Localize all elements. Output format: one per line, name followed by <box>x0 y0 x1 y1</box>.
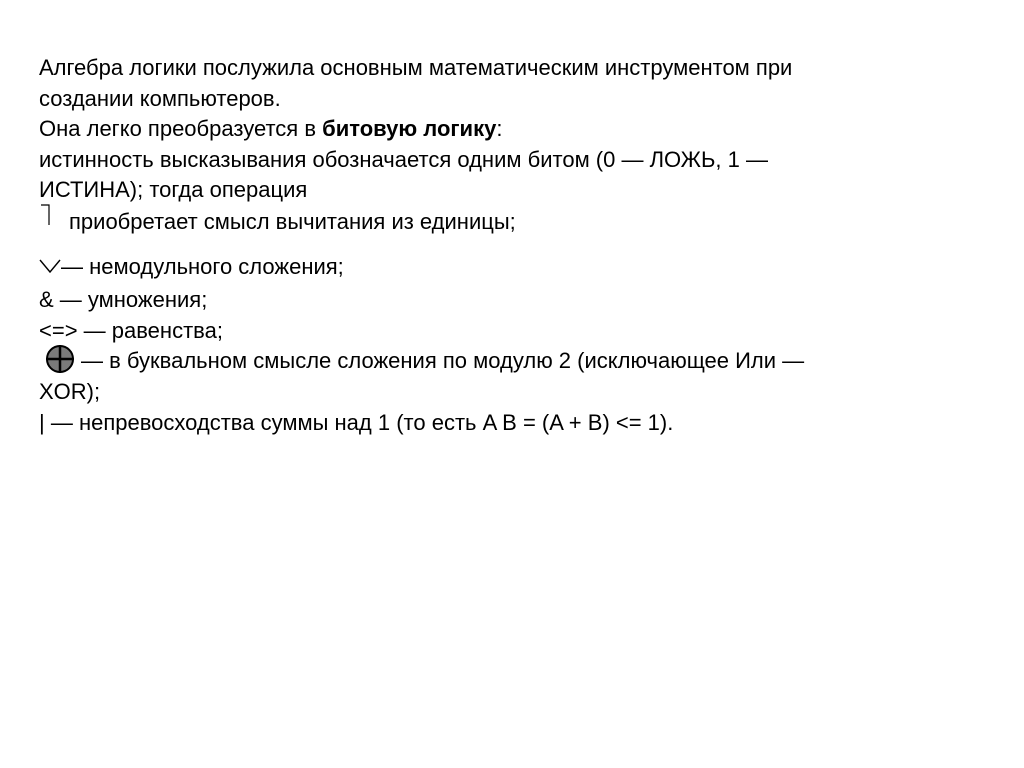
paragraph-1-line-2: создании компьютеров. <box>39 86 281 111</box>
paragraph-2-suffix: : <box>496 116 503 141</box>
logical-not-icon <box>40 203 52 227</box>
or-operation-text: — немодульного сложения; <box>61 254 344 279</box>
sheffer-operation-text: | — непревосходства суммы над 1 (то есть A B = (A + B) <= 1). <box>39 410 674 435</box>
not-operation-text: приобретает смысл вычитания из единицы; <box>69 209 516 234</box>
bit-logic-term: битовую логику <box>322 116 497 141</box>
paragraph-3-line-2: ИСТИНА); тогда операция <box>39 177 308 202</box>
logical-or-icon <box>39 258 61 274</box>
paragraph-2 <box>39 116 502 142</box>
paragraph-3-line-1: истинность высказывания обозначается одним битом (0 — ЛОЖЬ, 1 — <box>39 147 768 172</box>
xor-operation-text-line-2: XOR); <box>39 379 101 404</box>
circled-plus-icon <box>44 343 76 375</box>
paragraph-2-prefix: Она легко преобразуется в <box>39 116 323 141</box>
eq-operation-text: <=> — равенства; <box>39 318 223 343</box>
paragraph-1-line-1: Алгебра логики послужила основным математическим инструментом при <box>39 55 793 80</box>
and-operation-text: & — умножения; <box>39 287 208 312</box>
xor-operation-text-line-1: — в буквальном смысле сложения по модулю 2 (исключающее Или — <box>81 348 805 373</box>
